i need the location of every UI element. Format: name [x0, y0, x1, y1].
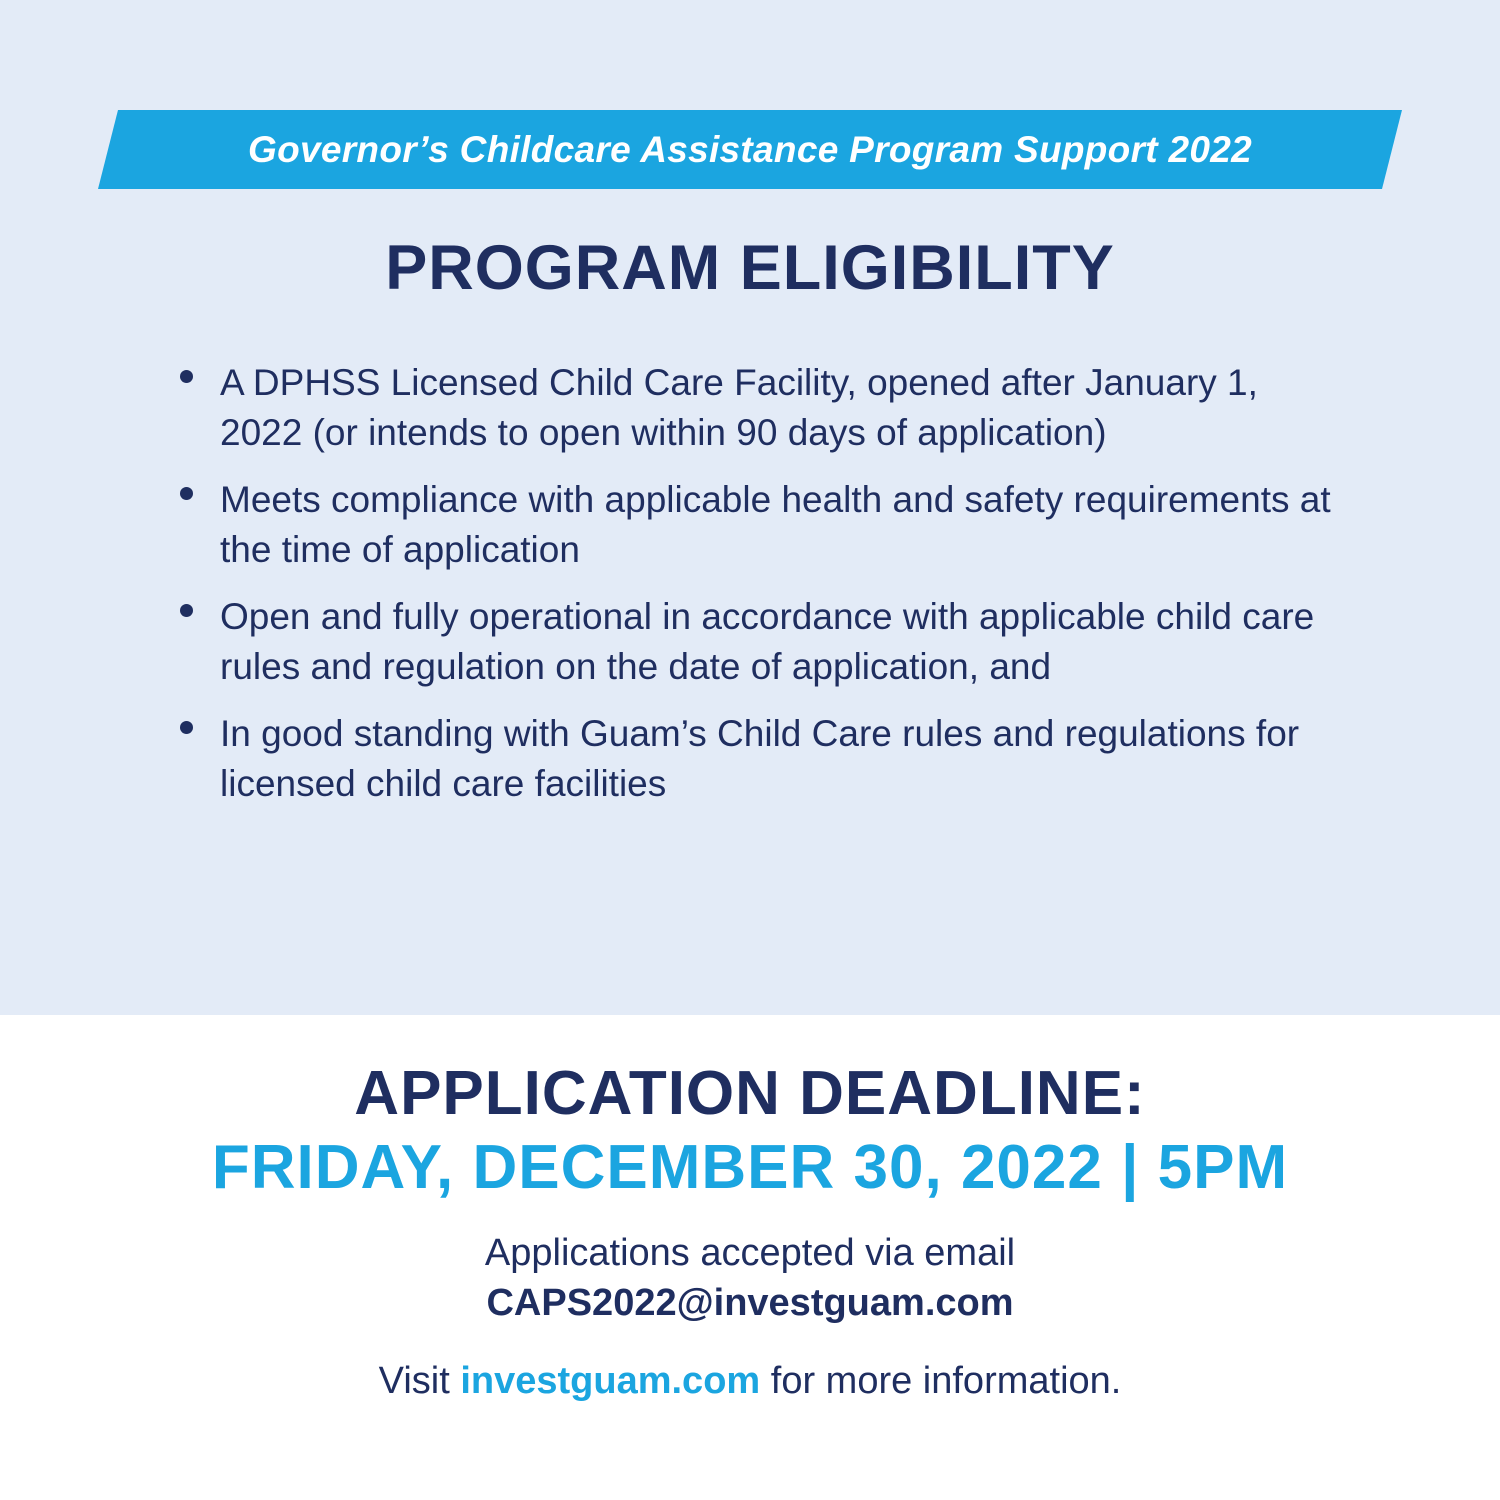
- list-item-text: In good standing with Guam’s Child Care rules and regulations for licensed child care facilities: [220, 713, 1300, 804]
- list-item: [178, 709, 1338, 809]
- applications-text: Applications accepted via email: [484, 1232, 1016, 1274]
- deadline-date: FRIDAY, DECEMBER 30, 2022 | 5PM: [211, 1133, 1289, 1202]
- website-link[interactable]: investguam.com: [460, 1360, 761, 1402]
- bullet-icon: [180, 604, 193, 617]
- list-item: [178, 358, 1338, 458]
- list-item-text: Meets compliance with applicable health and safety requirements at the time of application: [220, 479, 1331, 570]
- visit-line: [0, 1356, 1500, 1406]
- list-item: [178, 475, 1338, 575]
- visit-suffix: for more information.: [760, 1360, 1122, 1402]
- bullet-icon: [180, 370, 193, 383]
- eligibility-list: [178, 358, 1338, 826]
- list-item-text: A DPHSS Licensed Child Care Facility, opened after January 1, 2022 (or intends to open within 90 days of application): [220, 362, 1258, 453]
- bullet-icon: [180, 721, 193, 734]
- visit-prefix: Visit: [378, 1360, 461, 1402]
- application-email[interactable]: CAPS2022@investguam.com: [486, 1282, 1014, 1324]
- list-item: [178, 592, 1338, 692]
- deadline-label: APPLICATION DEADLINE:: [354, 1059, 1146, 1128]
- bullet-icon: [180, 487, 193, 500]
- list-item-text: Open and fully operational in accordance with applicable child care rules and regulation on the date of application, and: [220, 596, 1315, 687]
- page-title: PROGRAM ELIGIBILITY: [385, 233, 1115, 303]
- program-banner-text: Governor’s Childcare Assistance Program Support 2022: [248, 129, 1252, 170]
